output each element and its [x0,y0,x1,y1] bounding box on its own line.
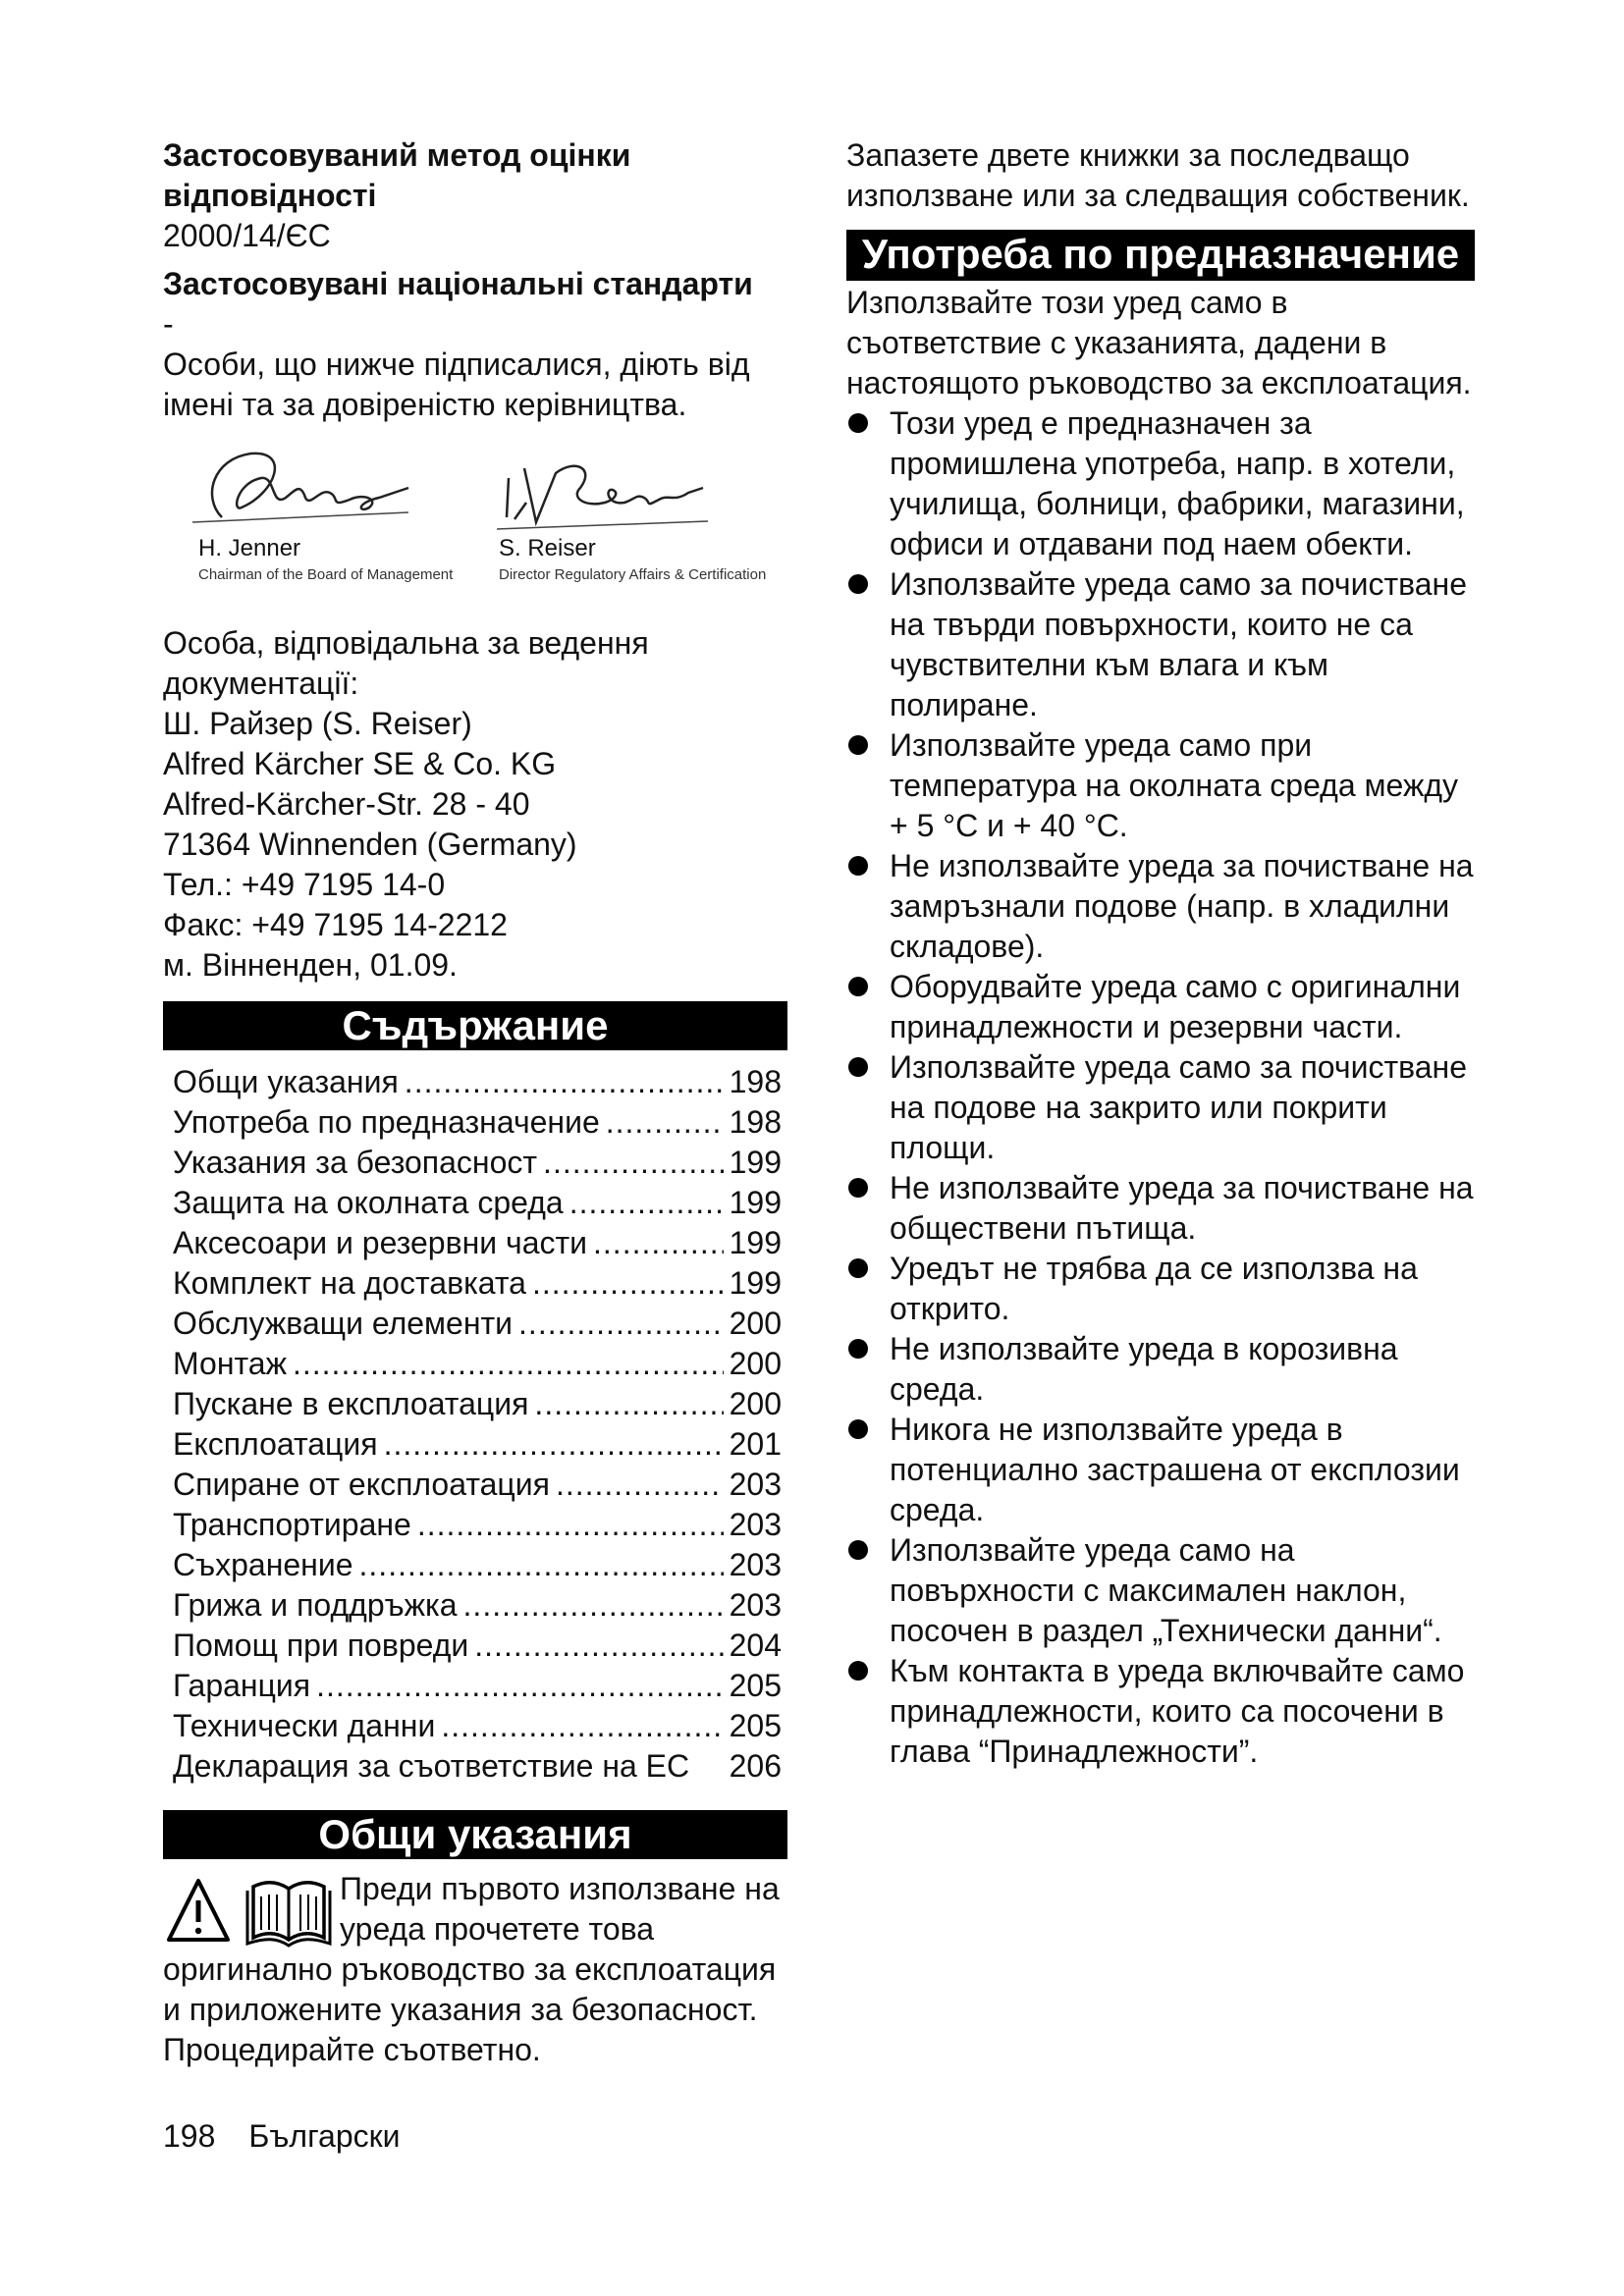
list-item [846,1410,1475,1530]
list-item [846,403,1475,564]
toc-entry-page: 199 [729,1225,782,1260]
general-notice-text-rest: оригинално ръководство за експлоатация и приложените указания за безопасност. Процедирайте съответно. [163,1951,777,2067]
bullet-icon [848,735,868,755]
list-item [846,846,1475,967]
toc-entry-page: 201 [729,1426,782,1462]
read-manual-book-icon [247,1883,330,1946]
docs-person-line: Факс: +49 7195 14-2212 [163,907,508,942]
usage-heading: Употреба по предназначение [846,230,1475,281]
toc-entry[interactable] [163,1465,787,1505]
signature-jenner-role: Chairman of the Board of Management [198,566,454,583]
docs-person-line: Alfred-Kärcher-Str. 28 - 40 [163,786,530,822]
toc-entry[interactable] [163,1706,787,1746]
toc-entry-title: Декларация за съответствие на ЕС [173,1748,690,1784]
toc-entry[interactable] [163,1304,787,1344]
bullet-icon [848,1419,868,1439]
list-item [846,1168,1475,1249]
bullet-icon [848,574,868,594]
toc-entry[interactable] [163,1344,787,1384]
toc-entry-page: 198 [729,1064,782,1099]
toc-entry-title: Указания за безопасност [173,1145,538,1180]
list-item-text: Никога не използвайте уреда в потенциално застрашена от експлозии среда. [890,1412,1460,1527]
toc-entry[interactable] [163,1263,787,1304]
warning-read-manual-icons [167,1877,334,1948]
toc-leader-dots [593,1223,724,1263]
toc-leader-dots [606,1102,724,1143]
toc-entry[interactable] [163,1062,787,1102]
list-item [846,1329,1475,1410]
toc-leader-dots [316,1666,723,1706]
bullet-icon [848,1057,868,1077]
signatures-block [163,439,787,623]
toc-entry-title: Спиране от експлоатация [173,1467,550,1502]
toc-entry[interactable] [163,1545,787,1585]
toc-entry[interactable] [163,1666,787,1706]
list-item-text: Използвайте уреда само за почистване на твърди повърхности, които не са чувствителни към влага и към полиране. [890,566,1467,722]
list-item [846,1047,1475,1168]
toc-entry-page: 203 [729,1467,782,1502]
general-notice-text-first: Преди първото използване на уреда прочетете това [340,1871,780,1947]
toc-leader-dots [441,1706,723,1746]
toc-leader-dots [474,1626,723,1666]
list-item-text: Към контакта в уреда включвайте само принадлежности, които са посочени в глава “Принадлежности”. [890,1653,1465,1769]
toc-entry[interactable] [163,1424,787,1465]
keep-manuals-text: Запазете двете книжки за последващо използване или за следващия собственик. [846,137,1470,213]
table-of-contents [163,1062,787,1787]
signature-reiser-image [497,449,713,537]
toc-entry-page: 205 [729,1708,782,1743]
toc-entry[interactable] [163,1585,787,1626]
toc-entry[interactable] [163,1746,787,1787]
toc-entry[interactable] [163,1183,787,1223]
toc-entry-page: 204 [729,1628,782,1663]
toc-leader-dots [518,1304,724,1344]
list-item [846,1651,1475,1772]
bullet-icon [848,1661,868,1681]
list-item-text: Не използвайте уреда в корозивна среда. [890,1331,1398,1407]
bullet-icon [848,1339,868,1359]
bullet-icon [848,1540,868,1560]
toc-entry-title: Грижа и поддръжка [173,1587,458,1623]
docs-person-line: Особа, відповідальна за ведення документації: [163,625,649,701]
bullet-icon [848,977,868,996]
toc-leader-dots [532,1263,724,1304]
method-value: 2000/14/ЄС [163,218,331,253]
toc-entry-title: Експлоатация [173,1426,378,1462]
list-item [846,967,1475,1047]
bullet-icon [848,1178,868,1198]
list-item-text: Използвайте уреда само за почистване на подове на закрито или покрити площи. [890,1049,1467,1165]
standards-heading: Застосовувані національні стандарти [163,266,753,301]
docs-person-line: Alfred Kärcher SE & Co. KG [163,746,557,781]
right-column [846,135,1475,1772]
list-item [846,1249,1475,1329]
list-item-text: Уредът не трябва да се използва на открито. [890,1251,1418,1326]
page-footer [163,2116,434,2156]
list-item [846,564,1475,725]
toc-entry-title: Технически данни [173,1708,436,1743]
list-item-text: Използвайте уреда само при температура на околната среда между + 5 °C и + 40 °C. [890,727,1459,843]
toc-leader-dots [463,1585,724,1626]
toc-entry[interactable] [163,1384,787,1424]
toc-entry[interactable] [163,1102,787,1143]
page-number: 198 [163,2118,216,2154]
docs-person-line: 71364 Winnenden (Germany) [163,827,577,862]
docs-person-line: Тел.: +49 7195 14-0 [163,867,446,902]
toc-entry-page: 198 [729,1104,782,1140]
toc-leader-dots [569,1183,724,1223]
list-item-text: Не използвайте уреда за почистване на обществени пътища. [890,1170,1474,1246]
list-item-text: Оборудвайте уреда само с оригинални принадлежности и резервни части. [890,969,1461,1044]
signature-reiser-name: S. Reiser [499,535,596,561]
toc-entry[interactable] [163,1143,787,1183]
toc-heading: Съдържание [163,1001,787,1050]
toc-leader-dots [359,1545,724,1585]
toc-entry-page: 199 [729,1265,782,1301]
list-item-text: Този уред е предназначен за промишлена употреба, напр. в хотели, училища, болници, фабрики, магазини, офиси и отдавани под наем обекти. [890,405,1465,561]
toc-entry-page: 199 [729,1185,782,1220]
toc-entry-title: Употреба по предназначение [173,1104,600,1140]
list-item-text: Не използвайте уреда за почистване на замръзнали подове (напр. в хладилни складове). [890,848,1474,964]
toc-entry-title: Транспортиране [173,1507,411,1542]
toc-leader-dots [384,1424,724,1465]
toc-leader-dots [417,1505,724,1545]
toc-entry-title: Гаранция [173,1668,311,1703]
usage-bullet-list [846,403,1475,1772]
general-notice [163,1869,787,2070]
toc-entry-title: Помощ при повреди [173,1628,469,1663]
signature-jenner-name: H. Jenner [198,535,301,561]
list-item-text: Използвайте уреда само на повърхности с максимален наклон, посочен в раздел „Технически данни“. [890,1532,1442,1648]
toc-entry[interactable] [163,1505,787,1545]
method-heading: Застосовуваний метод оцінки відповідності [163,137,631,213]
left-column [163,135,787,2070]
bullet-icon [848,1258,868,1278]
warning-triangle-icon [169,1881,228,1940]
toc-entry-page: 206 [729,1748,782,1784]
toc-entry-page: 200 [729,1386,782,1421]
signature-reiser-role: Director Regulatory Affairs & Certification [499,566,767,583]
toc-leader-dots [405,1062,724,1102]
toc-entry-title: Защита на околната среда [173,1185,564,1220]
toc-leader-dots [543,1143,724,1183]
general-heading: Общи указания [163,1810,787,1859]
usage-intro: Използвайте този уред само в съответствие с указанията, дадени в настоящото ръководство за експлоатация. [846,285,1472,400]
list-item [846,725,1475,846]
toc-entry-title: Аксесоари и резервни части [173,1225,588,1260]
toc-entry-page: 200 [729,1346,782,1381]
toc-entry-title: Комплект на доставката [173,1265,526,1301]
list-item [846,1530,1475,1651]
toc-entry-page: 205 [729,1668,782,1703]
docs-person-line: м. Вінненден, 01.09. [163,947,458,983]
bullet-icon [848,856,868,876]
toc-entry[interactable] [163,1223,787,1263]
toc-entry-page: 203 [729,1547,782,1582]
footer-language: Български [248,2118,401,2154]
toc-entry-page: 200 [729,1306,782,1341]
bullet-icon [848,413,868,433]
toc-entry-title: Обслужващи елементи [173,1306,514,1341]
toc-entry-page: 199 [729,1145,782,1180]
toc-leader-dots [556,1465,724,1505]
toc-leader-dots [534,1384,723,1424]
toc-entry-page: 203 [729,1587,782,1623]
toc-entry-page: 203 [729,1507,782,1542]
toc-entry-title: Пускане в експлоатация [173,1386,529,1421]
toc-entry-title: Монтаж [173,1346,287,1381]
signature-jenner-image [183,439,428,537]
docs-person-line: Ш. Райзер (S. Reiser) [163,706,472,741]
toc-leader-dots [293,1344,724,1384]
toc-entry-title: Общи указания [173,1064,399,1099]
signers-text: Особи, що нижче підписалися, діють від імені та за довіреністю керівництва. [163,347,750,422]
toc-entry-title: Съхранение [173,1547,353,1582]
standards-value: - [163,306,174,342]
toc-entry[interactable] [163,1626,787,1666]
